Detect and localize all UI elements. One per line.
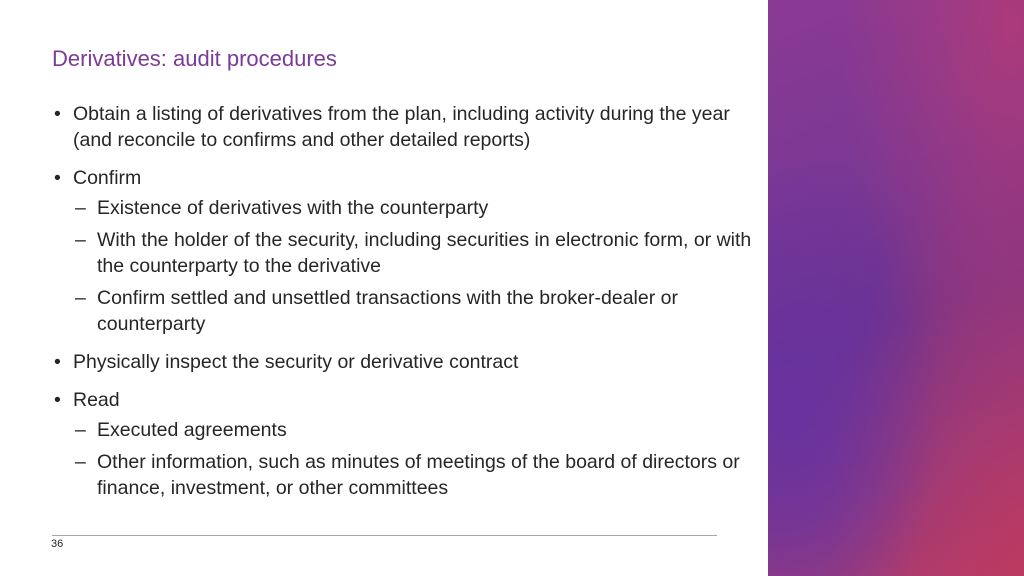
sub-bullet-text: Confirm settled and unsettled transactions with the broker-dealer or counterparty (97, 287, 678, 335)
bullet-list (52, 101, 752, 513)
bullet-marker: • (54, 167, 61, 189)
dash-marker: – (75, 229, 86, 251)
sub-bullet-text: Other information, such as minutes of meetings of the board of directors or finance, investment, or other committees (97, 451, 740, 499)
dash-marker: – (75, 451, 86, 473)
bullet-marker: • (54, 351, 61, 373)
bullet-text: Obtain a listing of derivatives from the plan, including activity during the year (and reconcile to confirms and other detailed reports) (73, 103, 730, 151)
sub-bullet-item (73, 449, 752, 501)
sub-bullet-text: Executed agreements (97, 419, 287, 441)
bullet-marker: • (54, 389, 61, 411)
sub-bullet-list (73, 417, 752, 501)
bullet-item (52, 349, 752, 375)
bullet-text: Physically inspect the security or derivative contract (73, 351, 519, 373)
dash-marker: – (75, 197, 86, 219)
footer-divider (52, 535, 717, 536)
bullet-marker: • (54, 103, 61, 125)
bullet-text: Confirm (73, 167, 142, 189)
bullet-item (52, 387, 752, 501)
sub-bullet-item (73, 227, 752, 279)
dash-marker: – (75, 419, 86, 441)
sub-bullet-text: With the holder of the security, including securities in electronic form, or with the counterparty to the derivative (97, 229, 752, 277)
page-number: 36 (51, 538, 64, 550)
slide-title: Derivatives: audit procedures (52, 46, 337, 71)
bullet-text: Read (73, 389, 120, 411)
sub-bullet-text: Existence of derivatives with the counterparty (97, 197, 489, 219)
sub-bullet-item (73, 417, 752, 443)
sub-bullet-item (73, 195, 752, 221)
sub-bullet-item (73, 285, 752, 337)
dash-marker: – (75, 287, 86, 309)
decorative-gradient-panel (768, 0, 1024, 576)
bullet-item (52, 165, 752, 337)
bullet-item (52, 101, 752, 153)
sub-bullet-list (73, 195, 752, 337)
